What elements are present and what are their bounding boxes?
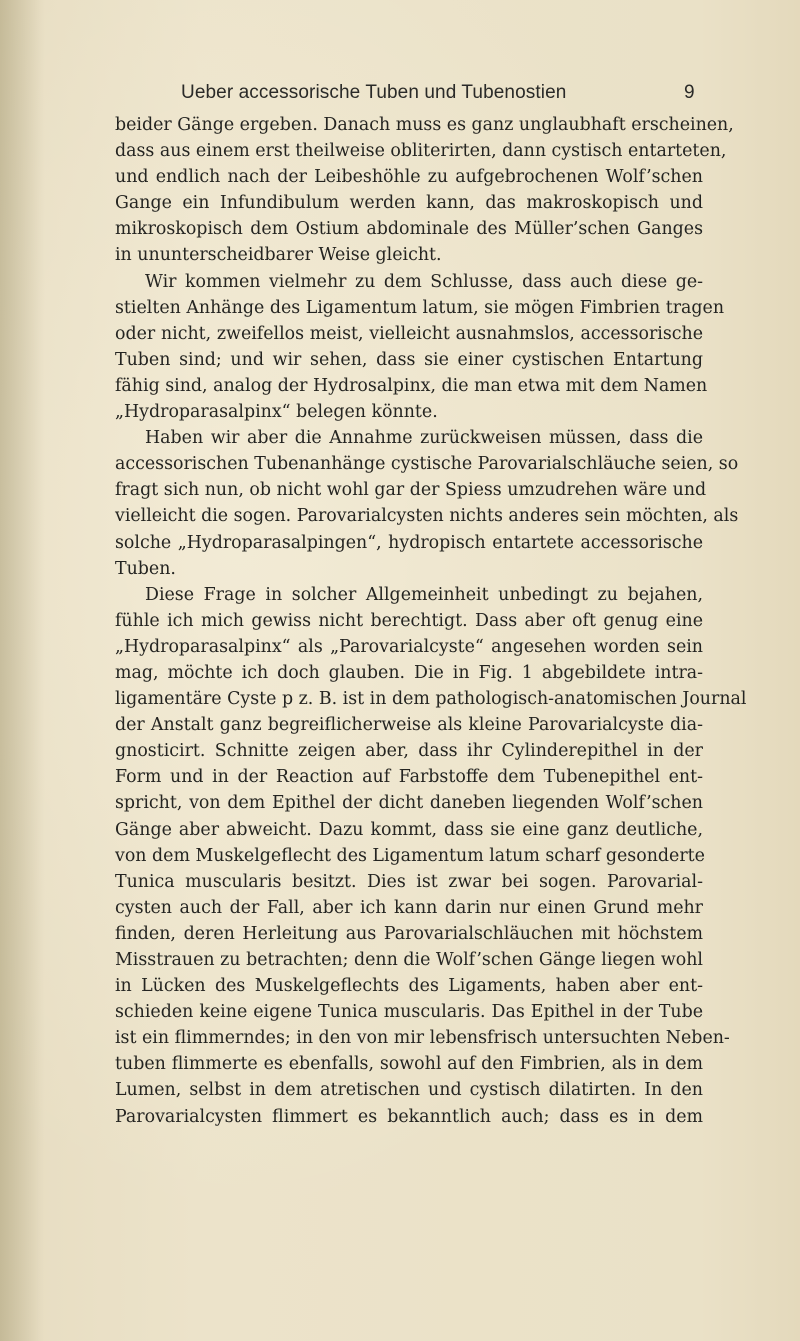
- text-line: Haben wir aber die Annahme zurückweisen müssen, dass die: [145, 428, 703, 449]
- page-gutter-shadow: [0, 0, 45, 1341]
- text-line: „Hydroparasalpinx“ als „Parovarialcyste“ angesehen worden sein: [115, 636, 703, 657]
- text-line: Gänge aber abweicht. Dazu kommt, dass sie eine ganz deutliche,: [115, 819, 703, 840]
- text-line: „Hydroparasalpinx“ belegen könnte.: [115, 402, 438, 423]
- text-line: von dem Muskelgeflecht des Ligamentum latum scharf gesonderte: [115, 845, 705, 866]
- page-number: 9: [684, 82, 695, 103]
- text-line: mikroskopisch dem Ostium abdominale des Müller’schen Ganges: [115, 219, 703, 240]
- text-line: accessorischen Tubenanhänge cystische Parovarialschläuche seien, so: [115, 454, 739, 475]
- text-line: oder nicht, zweifellos meist, vielleicht ausnahmslos, accessorische: [115, 323, 703, 344]
- text-line: Gange ein Infundibulum werden kann, das makroskopisch und: [115, 193, 703, 214]
- text-line: in Lücken des Muskelgeflechts des Ligaments, haben aber ent-: [115, 976, 703, 997]
- text-line: stielten Anhänge des Ligamentum latum, sie mögen Fimbrien tragen: [115, 297, 725, 318]
- text-line: Tuben sind; und wir sehen, dass sie einer cystischen Entartung: [115, 349, 703, 370]
- text-line: tuben flimmerte es ebenfalls, sowohl auf den Fimbrien, als in dem: [115, 1054, 703, 1075]
- text-line: Lumen, selbst in dem atretischen und cystisch dilatirten. In den: [115, 1080, 703, 1101]
- text-line: Misstrauen zu betrachten; denn die Wolf’schen Gänge liegen wohl: [115, 950, 703, 970]
- text-line: ligamentäre Cyste p z. B. ist in dem pathologisch-anatomischen Journal: [115, 689, 747, 710]
- text-line: Tunica muscularis besitzt. Dies ist zwar bei sogen. Parovarial-: [115, 871, 703, 892]
- text-line: der Anstalt ganz begreiflicherweise als kleine Parovarialcyste dia-: [115, 715, 703, 736]
- text-line: solche „Hydroparasalpingen“, hydropisch entartete accessorische: [115, 532, 703, 553]
- body-text: [115, 112, 747, 1130]
- page-header: [0, 82, 800, 112]
- text-line: schieden keine eigene Tunica muscularis. Das Epithel in der Tube: [115, 1002, 703, 1023]
- text-line: dass aus einem erst theilweise obliterirten, dann cystisch entarteten,: [115, 141, 727, 162]
- text-line: in ununterscheidbarer Weise gleicht.: [115, 245, 442, 266]
- text-line: spricht, von dem Epithel der dicht daneben liegenden Wolf’schen: [115, 793, 703, 814]
- text-line: Diese Frage in solcher Allgemeinheit unbedingt zu bejahen,: [145, 584, 703, 605]
- running-title: Ueber accessorische Tuben und Tubenostien: [181, 82, 567, 103]
- text-line: ist ein flimmerndes; in den von mir lebensfrisch untersuchten Neben-: [115, 1028, 730, 1049]
- text-line: beider Gänge ergeben. Danach muss es ganz unglaubhaft erscheinen,: [115, 115, 734, 135]
- text-line: vielleicht die sogen. Parovarialcysten nichts anderes sein möchten, als: [115, 506, 739, 527]
- text-line: cysten auch der Fall, aber ich kann darin nur einen Grund mehr: [115, 897, 703, 918]
- text-line: Tuben.: [115, 558, 176, 579]
- text-line: gnosticirt. Schnitte zeigen aber, dass ihr Cylinderepithel in der: [115, 741, 703, 762]
- text-line: fragt sich nun, ob nicht wohl gar der Spiess umzudrehen wäre und: [115, 480, 707, 501]
- text-line: Wir kommen vielmehr zu dem Schlusse, dass auch diese ge-: [145, 271, 703, 292]
- text-line: mag, möchte ich doch glauben. Die in Fig. 1 abgebildete intra-: [115, 662, 703, 683]
- text-line: finden, deren Herleitung aus Parovarialschläuchen mit höchstem: [115, 923, 703, 944]
- text-line: Form und in der Reaction auf Farbstoffe dem Tubenepithel ent-: [115, 767, 703, 788]
- text-line: Parovarialcysten flimmert es bekanntlich auch; dass es in dem: [115, 1106, 703, 1127]
- text-line: fähig sind, analog der Hydrosalpinx, die man etwa mit dem Namen: [115, 375, 708, 396]
- text-line: und endlich nach der Leibeshöhle zu aufgebrochenen Wolf’schen: [115, 167, 703, 188]
- text-line: fühle ich mich gewiss nicht berechtigt. Dass aber oft genug eine: [115, 610, 703, 631]
